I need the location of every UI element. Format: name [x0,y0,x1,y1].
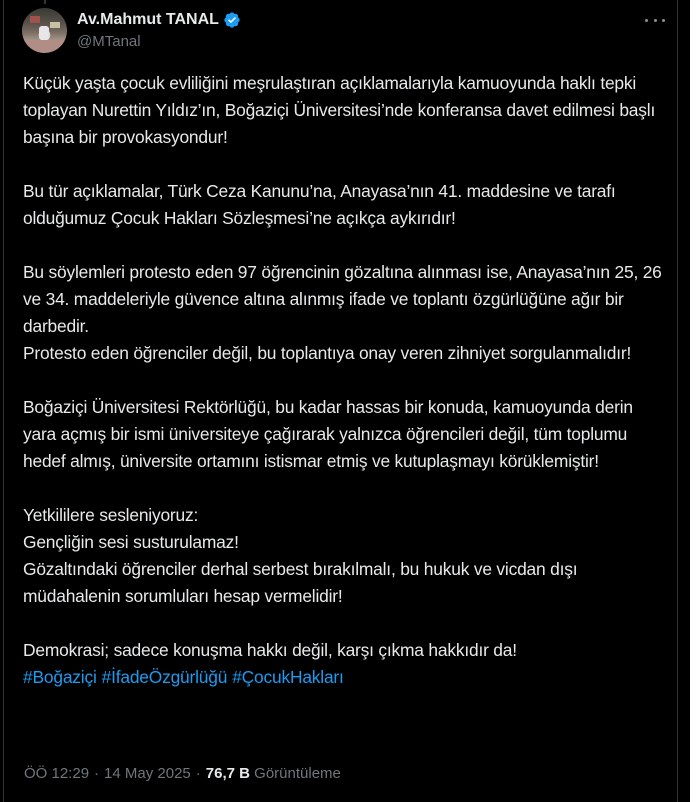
text-line: Gözaltındaki öğrenciler derhal serbest bırakılmalı, bu hukuk ve vicdan dışı müdahalenin sorumluları hesap vermelidir! [23,559,578,606]
text-line: Bu tür açıklamalar, Türk Ceza Kanunu’na, Anayasa’nın 41. maddesine ve tarafı olduğumuz Çocuk Hakları Sözleşmesi’ne açıkça aykırıdır! [23,181,616,228]
views-label: Görüntüleme [254,765,341,782]
more-horizontal-icon[interactable] [645,12,665,28]
tweet-meta [24,765,341,782]
tweet-text [23,70,663,691]
separator: · [94,765,100,782]
tweet [4,0,677,802]
hashtag-cocuk-haklari[interactable]: #ÇocukHakları [232,667,344,687]
paragraph-6 [23,637,663,691]
text-line: Demokrasi; sadece konuşma hakkı değil, karşı çıkma hakkıdır da! [23,640,517,660]
hashtags [23,667,349,687]
author-name-row[interactable] [77,9,241,31]
right-border [677,0,678,802]
separator: · [195,765,201,782]
verified-badge-icon [223,11,241,29]
tweet-date[interactable]: 14 May 2025 [104,765,191,782]
views-count[interactable]: 76,7 B [205,765,250,782]
text-line: Gençliğin sesi susturulamaz! [23,532,239,552]
hashtag-ifade-ozgurlugu[interactable]: #İfadeÖzgürlüğü [101,667,228,687]
author-handle[interactable]: @MTanal [77,33,141,50]
text-line: Küçük yaşta çocuk evliliğini meşrulaştıran açıklamalarıyla kamuoyunda haklı tepki toplayan Nurettin Yıldız’ın, Boğaziçi Üniversitesi’nde konferansa davet edilmesi başlı başına bir provokasyondur! [23,73,656,147]
paragraph-5 [23,502,663,610]
tweet-time[interactable]: ÖÖ 12:29 [24,765,90,782]
paragraph-2 [23,178,663,232]
text-line: Boğaziçi Üniversitesi Rektörlüğü, bu kadar hassas bir konuda, kamuoyunda derin yara açmış bir ismi üniversiteye çağırarak yalnızca öğrencileri değil, tüm toplumu hedef almış, üniversite ortamını istismar etmiş ve kutuplaşmayı körüklemiştir! [23,397,633,471]
paragraph-1 [23,70,663,151]
text-line: Protesto eden öğrenciler değil, bu toplantıya onay veren zihniyet sorgulanmalıdır! [23,343,632,363]
page-edge [690,0,700,802]
text-line: Yetkililere sesleniyoruz: [23,505,199,525]
hashtag-bogazici[interactable]: #Boğaziçi [23,667,97,687]
avatar[interactable] [22,8,67,53]
author-display-name[interactable]: Av.Mahmut TANAL [77,11,219,28]
text-line: Bu söylemleri protesto eden 97 öğrencinin gözaltına alınması ise, Anayasa’nın 25, 26 ve 34. maddeleriyle güvence altına alınmış ifade ve toplantı özgürlüğüne ağır bir darbedir. [23,262,662,336]
paragraph-3 [23,259,663,367]
paragraph-4 [23,394,663,475]
